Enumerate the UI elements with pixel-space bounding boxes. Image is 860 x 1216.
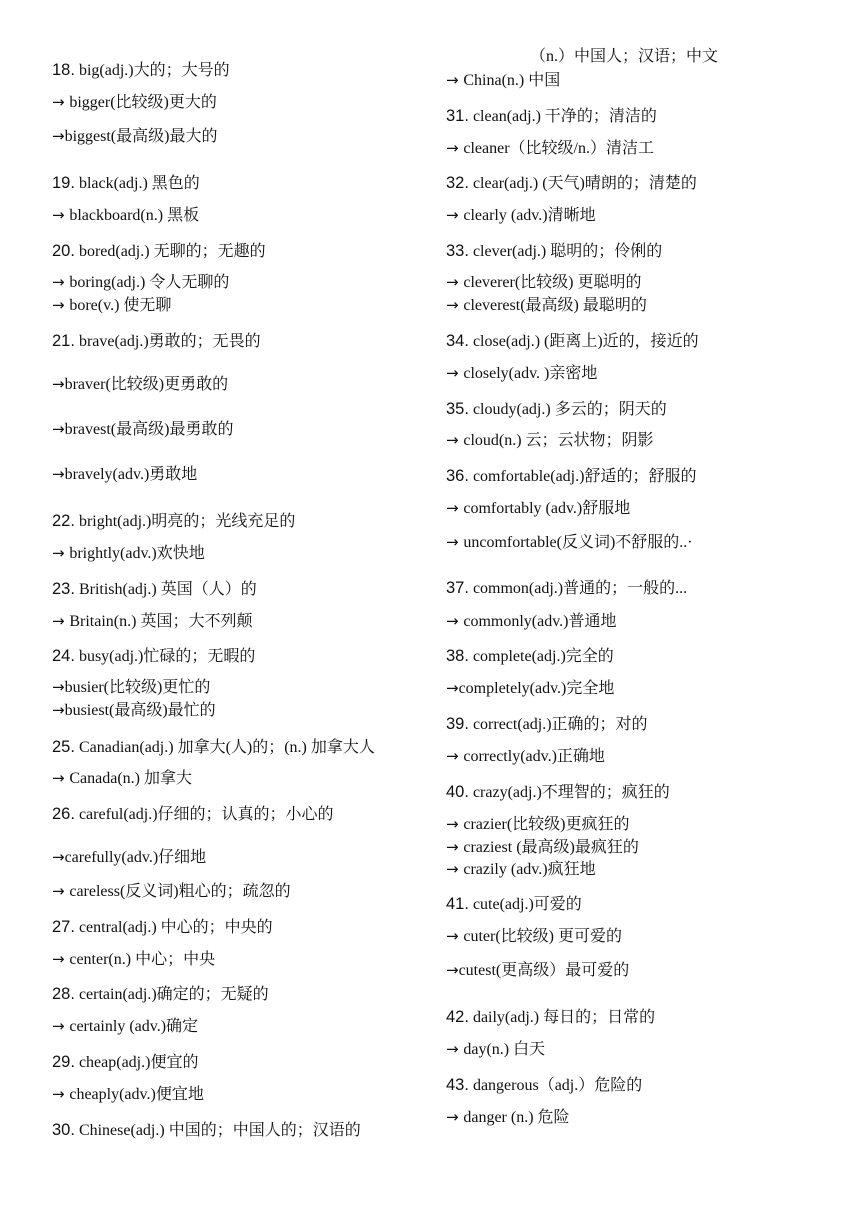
entry-text: big(adj.)大的；大号的 xyxy=(74,62,230,79)
entry-text: careless(反义词)粗心的；疏忽的 xyxy=(69,883,291,900)
entry-text: day(n.) 白天 xyxy=(463,1041,546,1058)
arrow-icon: → xyxy=(446,499,464,517)
entry-text: uncomfortable(反义词)不舒服的..· xyxy=(463,534,693,551)
entry-text: （n.）中国人；汉语；中文 xyxy=(530,48,719,65)
arrow-icon: → xyxy=(446,1108,464,1126)
derived-form xyxy=(52,700,216,721)
entry-number: 18. xyxy=(52,61,75,79)
entry-number: 39. xyxy=(446,715,469,733)
entry-number: 38. xyxy=(446,647,469,665)
derived-form xyxy=(52,949,215,970)
entry-text: cutest(更高级）最可爱的 xyxy=(458,962,630,979)
arrow-icon: → xyxy=(52,848,65,866)
vocab-entry xyxy=(52,511,295,532)
arrow-icon: → xyxy=(52,465,65,483)
entry-number: 41. xyxy=(446,895,469,913)
vocab-entry xyxy=(52,173,200,194)
arrow-icon: → xyxy=(446,431,464,449)
derived-form xyxy=(52,92,217,113)
entry-number: 31. xyxy=(446,107,469,125)
arrow-icon: → xyxy=(446,364,464,382)
entry-text: clean(adj.) 干净的；清洁的 xyxy=(468,108,657,125)
entry-text: China(n.) 中国 xyxy=(463,72,561,89)
entry-text: boring(adj.) 令人无聊的 xyxy=(69,274,230,291)
entry-number: 22. xyxy=(52,512,75,530)
vocab-entry xyxy=(52,331,261,352)
vocab-entry xyxy=(52,984,269,1005)
entry-text: Canadian(adj.) 加拿大(人)的；(n.) 加拿大人 xyxy=(74,739,375,756)
entry-text: bravest(最高级)最勇敢的 xyxy=(64,421,234,438)
entry-text: cute(adj.)可爱的 xyxy=(468,896,582,913)
entry-number: 24. xyxy=(52,647,75,665)
entry-text: blackboard(n.) 黑板 xyxy=(69,207,200,224)
derived-form xyxy=(52,205,199,226)
entry-text: bore(v.) 使无聊 xyxy=(69,297,172,314)
entry-text: dangerous（adj.）危险的 xyxy=(468,1077,643,1094)
derived-form xyxy=(446,70,560,91)
vocab-entry xyxy=(446,782,670,803)
derived-form xyxy=(446,272,642,293)
entry-text: completely(adv.)完全地 xyxy=(458,680,615,697)
entry-number: 19. xyxy=(52,174,75,192)
derived-form xyxy=(446,678,614,699)
entry-text: close(adj.) (距离上)近的，接近的 xyxy=(468,333,699,350)
arrow-icon: → xyxy=(446,273,464,291)
vocab-entry xyxy=(52,579,257,600)
vocab-entry xyxy=(52,917,273,938)
entry-number: 36. xyxy=(446,467,469,485)
entry-text: center(n.) 中心；中央 xyxy=(69,951,216,968)
entry-text: braver(比较级)更勇敢的 xyxy=(64,376,229,393)
derived-form xyxy=(52,881,291,902)
continuation-line xyxy=(530,47,718,67)
entry-text: crazier(比较级)更疯狂的 xyxy=(463,816,630,833)
arrow-icon: → xyxy=(446,533,464,551)
vocab-entry xyxy=(52,737,375,758)
entry-number: 30. xyxy=(52,1121,75,1139)
entry-text: busier(比较级)更忙的 xyxy=(64,679,211,696)
arrow-icon: → xyxy=(446,1040,464,1058)
entry-text: clever(adj.) 聪明的；伶俐的 xyxy=(468,243,663,260)
arrow-icon: → xyxy=(52,612,70,630)
vocab-entry xyxy=(446,646,614,667)
entry-text: cloud(n.) 云；云状物；阴影 xyxy=(463,432,654,449)
derived-form xyxy=(52,419,233,440)
arrow-icon: → xyxy=(52,375,65,393)
vocab-entry xyxy=(446,1075,642,1096)
arrow-icon: → xyxy=(52,206,70,224)
vocab-entry xyxy=(446,241,662,262)
entry-text: bright(adj.)明亮的；光线充足的 xyxy=(74,513,296,530)
vocab-entry xyxy=(52,804,334,825)
entry-text: central(adj.) 中心的；中央的 xyxy=(74,919,273,936)
arrow-icon: → xyxy=(52,882,70,900)
entry-number: 23. xyxy=(52,580,75,598)
arrow-icon: → xyxy=(446,139,464,157)
arrow-icon: → xyxy=(446,296,464,314)
derived-form xyxy=(52,1084,204,1105)
entry-text: cloudy(adj.) 多云的；阴天的 xyxy=(468,401,667,418)
derived-form xyxy=(446,138,654,159)
entry-text: correctly(adv.)正确地 xyxy=(463,748,605,765)
entry-number: 33. xyxy=(446,242,469,260)
derived-form xyxy=(52,464,197,485)
entry-text: brightly(adv.)欢快地 xyxy=(69,545,205,562)
derived-form xyxy=(52,543,205,564)
entry-text: cleverest(最高级) 最聪明的 xyxy=(463,297,647,314)
entry-number: 37. xyxy=(446,579,469,597)
entry-text: crazily (adv.)疯狂地 xyxy=(463,861,596,878)
arrow-icon: → xyxy=(52,296,70,314)
entry-text: cheaply(adv.)便宜地 xyxy=(69,1086,204,1103)
arrow-icon: → xyxy=(446,71,464,89)
entry-text: closely(adv. )亲密地 xyxy=(463,365,598,382)
vocab-entry xyxy=(446,466,696,487)
entry-number: 25. xyxy=(52,738,75,756)
derived-form xyxy=(52,847,206,868)
entry-number: 27. xyxy=(52,918,75,936)
arrow-icon: → xyxy=(52,678,65,696)
arrow-icon: → xyxy=(52,273,70,291)
derived-form xyxy=(52,1016,198,1037)
arrow-icon: → xyxy=(446,927,464,945)
arrow-icon: → xyxy=(446,838,464,856)
derived-form xyxy=(52,768,192,789)
arrow-icon: → xyxy=(446,747,464,765)
arrow-icon: → xyxy=(446,679,459,697)
entry-text: complete(adj.)完全的 xyxy=(468,648,614,665)
derived-form xyxy=(446,814,630,835)
vocab-entry xyxy=(52,1052,198,1073)
derived-form xyxy=(446,205,596,226)
arrow-icon: → xyxy=(52,1017,70,1035)
vocab-entry xyxy=(52,241,266,262)
entry-text: British(adj.) 英国（人）的 xyxy=(74,581,257,598)
entry-text: black(adj.) 黑色的 xyxy=(74,175,200,192)
vocab-entry xyxy=(446,106,657,127)
entry-text: carefully(adv.)仔细地 xyxy=(64,849,207,866)
arrow-icon: → xyxy=(52,701,65,719)
entry-number: 42. xyxy=(446,1008,469,1026)
derived-form xyxy=(446,960,629,981)
entry-text: comfortable(adj.)舒适的；舒服的 xyxy=(468,468,697,485)
entry-number: 26. xyxy=(52,805,75,823)
entry-number: 34. xyxy=(446,332,469,350)
entry-number: 35. xyxy=(446,400,469,418)
entry-text: comfortably (adv.)舒服地 xyxy=(463,500,631,517)
entry-text: certainly (adv.)确定 xyxy=(69,1018,199,1035)
arrow-icon: → xyxy=(446,815,464,833)
vocab-entry xyxy=(446,173,697,194)
entry-text: Chinese(adj.) 中国的；中国人的；汉语的 xyxy=(74,1122,361,1139)
entry-text: certain(adj.)确定的；无疑的 xyxy=(74,986,269,1003)
arrow-icon: → xyxy=(446,860,464,878)
entry-text: craziest (最高级)最疯狂的 xyxy=(463,839,639,856)
derived-form xyxy=(446,611,617,632)
entry-text: correct(adj.)正确的；对的 xyxy=(468,716,648,733)
entry-text: busy(adj.)忙碌的；无暇的 xyxy=(74,648,256,665)
entry-text: daily(adj.) 每日的；日常的 xyxy=(468,1009,656,1026)
entry-text: careful(adj.)仔细的；认真的；小心的 xyxy=(74,806,334,823)
entry-text: busiest(最高级)最忙的 xyxy=(64,702,216,719)
vocab-entry xyxy=(446,714,648,735)
arrow-icon: → xyxy=(446,612,464,630)
entry-text: crazy(adj.)不理智的；疯狂的 xyxy=(468,784,670,801)
vocab-entry xyxy=(446,399,667,420)
entry-text: clear(adj.) (天气)晴朗的；清楚的 xyxy=(468,175,697,192)
vocab-entry xyxy=(446,331,699,352)
derived-form xyxy=(446,926,622,947)
entry-text: danger (n.) 危险 xyxy=(463,1109,570,1126)
entry-number: 32. xyxy=(446,174,469,192)
vocab-entry xyxy=(52,646,255,667)
arrow-icon: → xyxy=(446,206,464,224)
arrow-icon: → xyxy=(52,950,70,968)
entry-text: biggest(最高级)最大的 xyxy=(64,128,218,145)
derived-form xyxy=(446,837,639,858)
entry-text: bigger(比较级)更大的 xyxy=(69,94,217,111)
derived-form xyxy=(52,126,217,147)
derived-form xyxy=(446,532,693,553)
vocab-entry xyxy=(52,60,230,81)
derived-form xyxy=(52,677,210,698)
arrow-icon: → xyxy=(52,544,70,562)
entry-text: brave(adj.)勇敢的；无畏的 xyxy=(74,333,261,350)
derived-form xyxy=(52,374,228,395)
entry-number: 28. xyxy=(52,985,75,1003)
derived-form xyxy=(446,363,597,384)
derived-form xyxy=(446,430,654,451)
vocab-entry xyxy=(446,578,687,599)
derived-form xyxy=(446,295,647,316)
arrow-icon: → xyxy=(446,961,459,979)
derived-form xyxy=(446,1107,570,1128)
entry-text: cleaner（比较级/n.）清洁工 xyxy=(463,140,654,157)
arrow-icon: → xyxy=(52,420,65,438)
entry-text: bored(adj.) 无聊的；无趣的 xyxy=(74,243,266,260)
derived-form xyxy=(52,611,252,632)
entry-number: 40. xyxy=(446,783,469,801)
entry-number: 29. xyxy=(52,1053,75,1071)
entry-text: cheap(adj.)便宜的 xyxy=(74,1054,199,1071)
arrow-icon: → xyxy=(52,93,70,111)
derived-form xyxy=(446,1039,545,1060)
entry-text: cuter(比较级) 更可爱的 xyxy=(463,928,622,945)
arrow-icon: → xyxy=(52,769,70,787)
derived-form xyxy=(52,272,229,293)
entry-number: 20. xyxy=(52,242,75,260)
entry-number: 43. xyxy=(446,1076,469,1094)
vocab-entry xyxy=(52,1120,361,1141)
derived-form xyxy=(446,498,630,519)
entry-text: clearly (adv.)清晰地 xyxy=(463,207,596,224)
entry-text: cleverer(比较级) 更聪明的 xyxy=(463,274,642,291)
entry-text: Canada(n.) 加拿大 xyxy=(69,770,192,787)
arrow-icon: → xyxy=(52,1085,70,1103)
vocab-entry xyxy=(446,1007,655,1028)
arrow-icon: → xyxy=(52,127,65,145)
entry-text: common(adj.)普通的；一般的... xyxy=(468,580,688,597)
entry-text: commonly(adv.)普通地 xyxy=(463,613,617,630)
vocab-entry xyxy=(446,894,582,915)
entry-text: Britain(n.) 英国；大不列颠 xyxy=(69,613,253,630)
entry-text: bravely(adv.)勇敢地 xyxy=(64,466,198,483)
derived-form xyxy=(446,746,605,767)
derived-form xyxy=(446,859,596,880)
derived-form xyxy=(52,295,171,316)
entry-number: 21. xyxy=(52,332,75,350)
